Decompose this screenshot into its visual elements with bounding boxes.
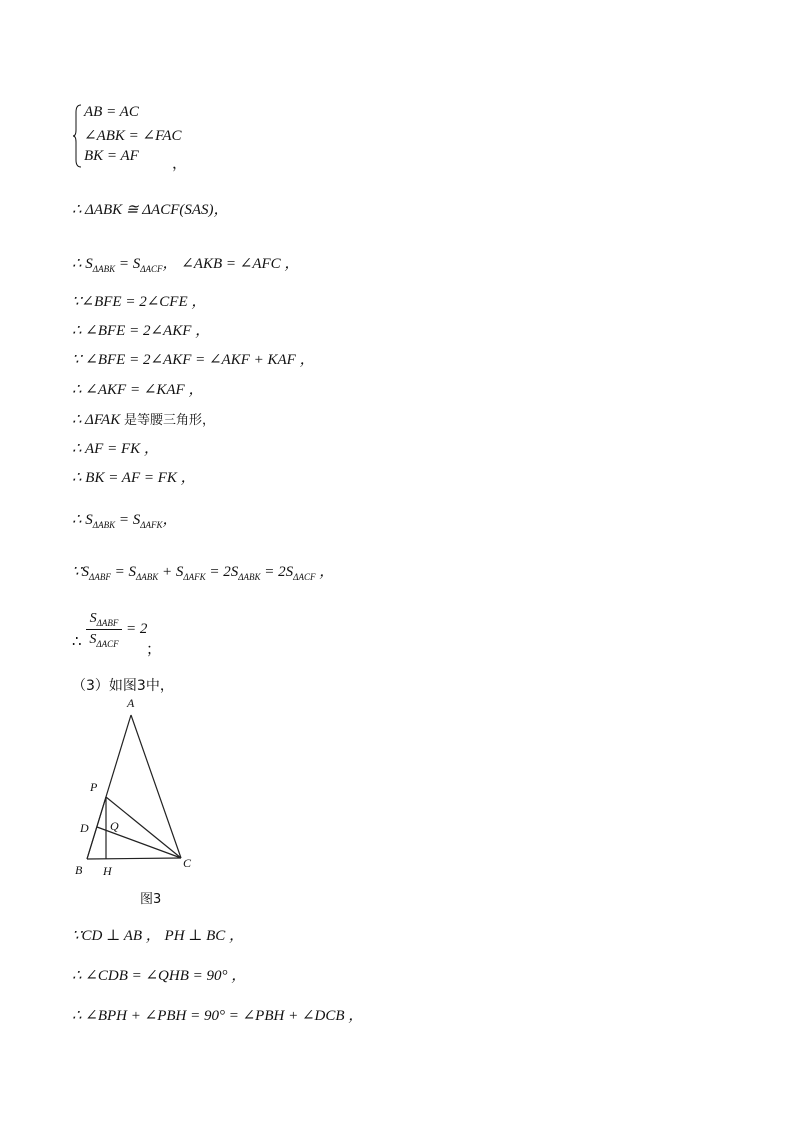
label-d: D xyxy=(80,821,89,835)
label-q: Q xyxy=(110,819,119,833)
line-perpendicular: ∵CD ⊥ AB ， PH ⊥ BC ， xyxy=(72,928,245,944)
segment-pb xyxy=(87,797,106,859)
subscript: ΔAFK xyxy=(140,520,163,530)
fraction-denominator xyxy=(86,631,122,649)
subscript: ΔABK xyxy=(92,520,116,530)
text: ∴ S xyxy=(72,512,93,528)
line-end-semicolon: ； xyxy=(146,642,162,658)
text: ， xyxy=(162,512,178,528)
subscript: ΔACF xyxy=(293,572,316,582)
line-akf-kaf: ∴ ∠AKF = ∠KAF ， xyxy=(72,382,204,398)
system-row-2: ∠ABK = ∠FAC xyxy=(84,128,182,144)
label-c: C xyxy=(183,856,192,870)
text: = 2S xyxy=(205,564,239,580)
line-area-abk-afk xyxy=(72,510,178,531)
subscript: ΔACF xyxy=(140,264,163,274)
segment-ac xyxy=(131,715,181,858)
system-row-1: AB = AC xyxy=(84,104,139,120)
text: S xyxy=(89,611,97,626)
area-ratio-fraction xyxy=(86,610,122,649)
label-p: P xyxy=(90,780,98,794)
fraction-numerator xyxy=(86,610,122,628)
text: ∵S xyxy=(72,564,90,580)
fraction-equals: = 2 xyxy=(126,621,148,637)
text: S xyxy=(89,632,97,647)
label-a: A xyxy=(127,696,135,710)
line-af-fk: ∴ AF = FK ， xyxy=(72,441,159,457)
subscript: ΔABK xyxy=(135,572,159,582)
line-area-sum xyxy=(72,562,334,583)
label-h: H xyxy=(103,864,112,878)
line-right-angles: ∴ ∠CDB = ∠QHB = 90° ， xyxy=(72,968,247,984)
text: = S xyxy=(115,512,141,528)
text: = 2S xyxy=(260,564,294,580)
text: + S xyxy=(158,564,184,580)
line-bfe-akf: ∴ ∠BFE = 2∠AKF ， xyxy=(72,323,211,339)
line-congruent: ∴ ΔABK ≅ ΔACF(SAS)， xyxy=(72,202,229,218)
text: = S xyxy=(115,256,141,272)
line-area-equal xyxy=(72,254,299,275)
text: ∴ S xyxy=(72,256,93,272)
subscript: ΔABF xyxy=(89,572,111,582)
line-bfe: ∵∠BFE = 2∠CFE ， xyxy=(72,294,207,310)
left-brace-icon xyxy=(72,104,82,168)
subscript: ΔABK xyxy=(238,572,261,582)
figure-caption: 图3 xyxy=(140,892,162,907)
system-comma: ， xyxy=(172,156,188,172)
text: ∴ ΔFAK xyxy=(72,412,124,428)
subscript: ΔACF xyxy=(96,639,119,649)
figure-3-diagram xyxy=(70,690,210,910)
line-bk-af-fk: ∴ BK = AF = FK ， xyxy=(72,470,196,486)
text-cjk: 是等腰三角形， xyxy=(123,413,215,428)
label-b: B xyxy=(75,863,83,877)
fraction-bar xyxy=(86,629,122,630)
line-bfe-sum: ∵ ∠BFE = 2∠AKF = ∠AKF + KAF ， xyxy=(72,352,315,368)
subscript: ΔABF xyxy=(96,618,119,628)
text: ， ∠AKB = ∠AFC ， xyxy=(162,256,300,272)
part-3-heading: （3）如图3中， xyxy=(72,678,174,694)
line-isosceles xyxy=(72,410,215,431)
segment-bc xyxy=(87,858,181,859)
therefore-symbol: ∴ xyxy=(72,634,82,650)
subscript: ΔABK xyxy=(92,264,116,274)
subscript: ΔAFK xyxy=(183,572,206,582)
text: ， xyxy=(315,564,335,580)
line-angle-sum: ∴ ∠BPH + ∠PBH = 90° = ∠PBH + ∠DCB ， xyxy=(72,1008,364,1024)
text: = S xyxy=(110,564,136,580)
system-row-3: BK = AF xyxy=(84,148,139,164)
